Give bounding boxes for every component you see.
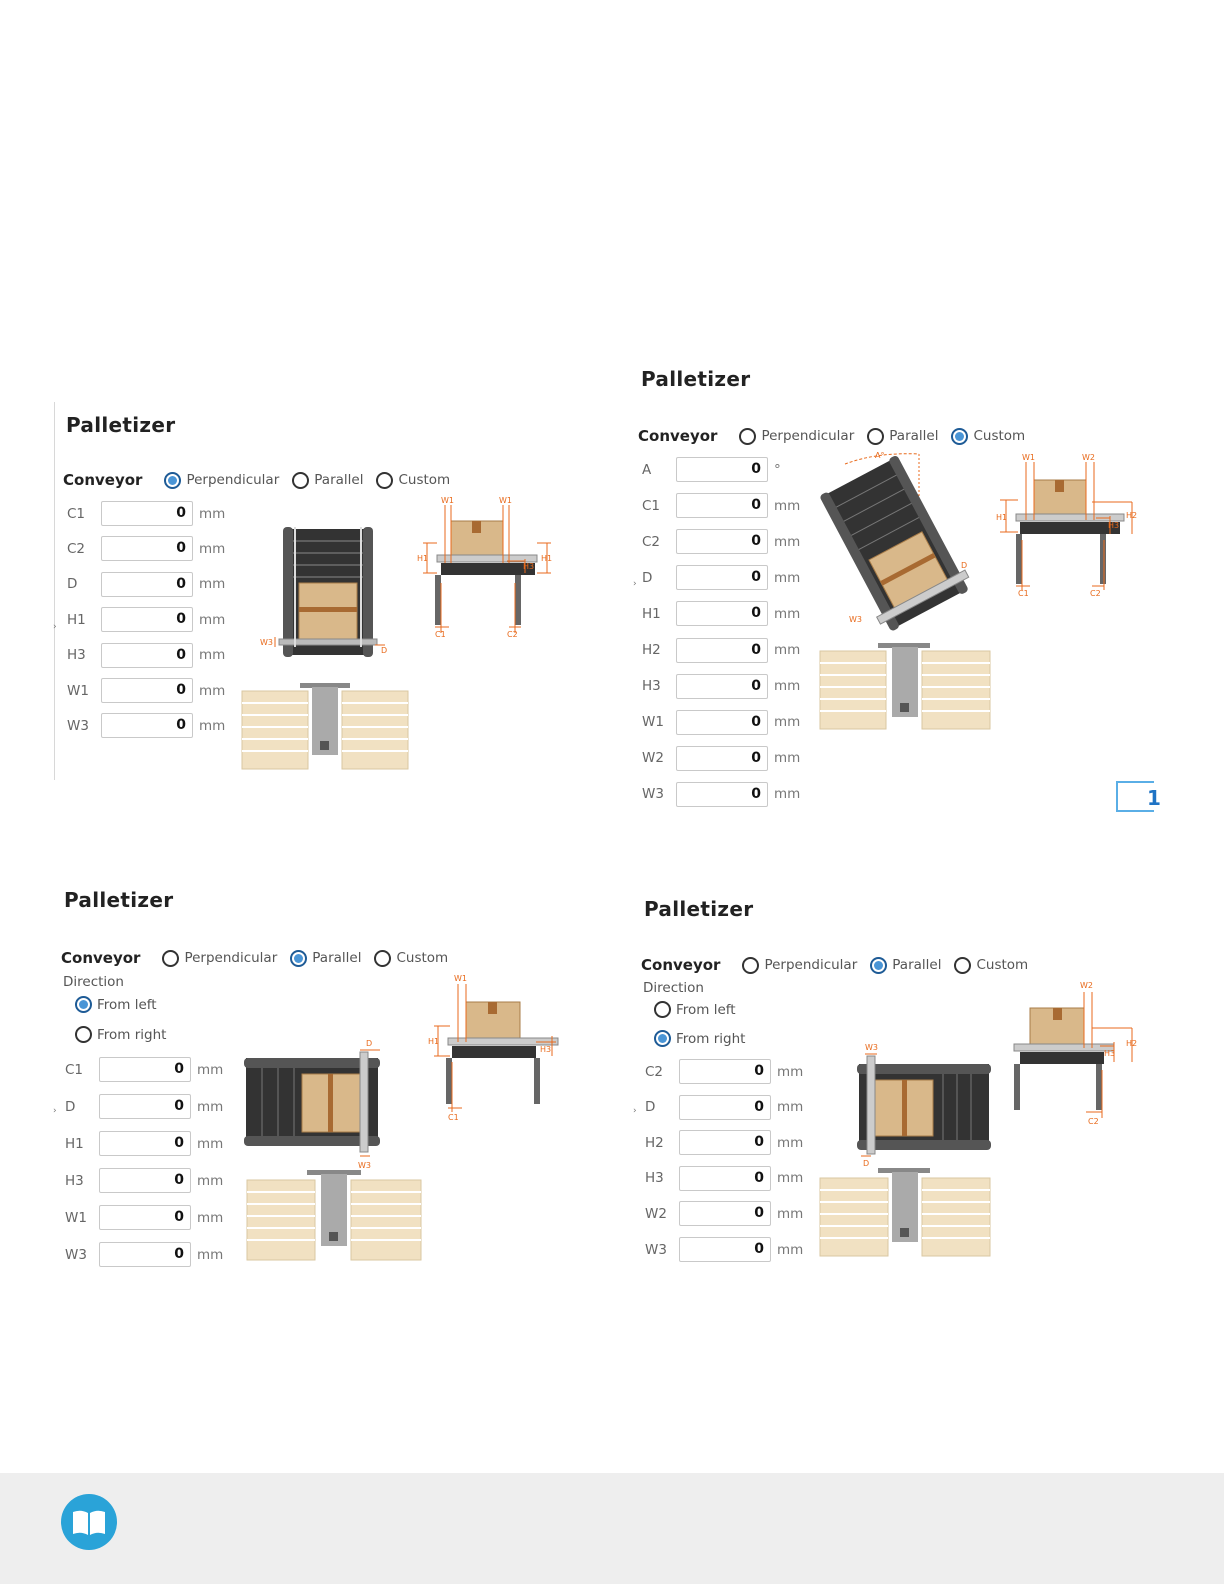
panel-divider <box>54 402 55 780</box>
field-h3 <box>645 1166 803 1191</box>
field-input[interactable]: 0 <box>676 674 768 699</box>
field-label: H2 <box>642 642 661 658</box>
conveyor-row <box>641 956 1041 974</box>
field-input[interactable]: 0 <box>676 529 768 554</box>
dim-label: H1 <box>417 554 429 563</box>
conveyor-label: Conveyor <box>61 949 141 967</box>
dim-label: W2 <box>1080 981 1093 990</box>
direction-from-left[interactable] <box>75 996 170 1013</box>
radio-circle[interactable] <box>739 428 756 445</box>
radio-circle[interactable] <box>374 950 391 967</box>
dim-label: W3 <box>260 638 273 647</box>
unit-label: mm <box>777 1241 804 1258</box>
radio-parallel[interactable]: Parallel <box>870 957 941 974</box>
unit-label: mm <box>777 1099 804 1116</box>
field-input[interactable]: 0 <box>99 1094 191 1119</box>
radio-circle[interactable] <box>162 950 179 967</box>
field-c2 <box>67 536 225 561</box>
collapse-arrow[interactable]: › <box>53 1106 57 1116</box>
field-label: W3 <box>65 1246 87 1263</box>
field-input[interactable]: 0 <box>676 638 768 663</box>
field-c1 <box>642 493 800 518</box>
dim-label: H3 <box>540 1045 552 1054</box>
field-label: W1 <box>642 714 664 731</box>
field-w3 <box>65 1242 223 1267</box>
dim-label: H1 <box>428 1037 440 1046</box>
field-label: H3 <box>65 1172 84 1189</box>
field-h1 <box>65 1131 223 1156</box>
field-input[interactable]: 0 <box>676 493 768 518</box>
field-w2 <box>642 746 800 771</box>
field-label: C1 <box>67 505 86 522</box>
radio-from-left[interactable]: From left <box>654 1001 736 1018</box>
unit-label: mm <box>777 1063 804 1080</box>
unit-label: mm <box>774 786 801 803</box>
field-input[interactable]: 0 <box>99 1131 191 1156</box>
field-input[interactable]: 0 <box>676 601 768 626</box>
field-input[interactable]: 0 <box>676 710 768 735</box>
unit-label: mm <box>774 533 801 550</box>
unit-label: mm <box>774 750 801 767</box>
unit-label: mm <box>197 1172 224 1189</box>
page-title: Palletizer <box>641 367 751 391</box>
radio-circle[interactable] <box>292 472 309 489</box>
field-label: W3 <box>642 786 664 803</box>
field-h1 <box>642 601 800 626</box>
dim-label: W3 <box>849 615 862 624</box>
unit-label: mm <box>774 569 801 586</box>
collapse-arrow[interactable]: › <box>633 579 637 589</box>
radio-custom[interactable]: Custom <box>954 957 1028 974</box>
field-h3 <box>67 643 225 668</box>
field-input[interactable]: 0 <box>676 746 768 771</box>
field-label: W1 <box>67 682 89 699</box>
field-input[interactable]: 0 <box>99 1242 191 1267</box>
field-label: H2 <box>645 1134 664 1151</box>
conveyor-side-view-diagram <box>996 450 1146 600</box>
conveyor-label: Conveyor <box>638 427 718 445</box>
field-input[interactable]: 0 <box>101 572 193 597</box>
collapse-arrow[interactable]: › <box>633 1106 637 1116</box>
field-label: C2 <box>67 540 86 557</box>
field-input[interactable]: 0 <box>99 1205 191 1230</box>
field-label: H1 <box>642 605 661 622</box>
unit-label: mm <box>774 605 801 622</box>
unit-label: mm <box>199 505 226 522</box>
field-label: W2 <box>645 1205 667 1222</box>
radio-from-right[interactable]: From right <box>75 1026 166 1043</box>
field-h1 <box>67 607 225 632</box>
dim-label: D <box>366 1039 373 1048</box>
radio-from-right[interactable]: From right <box>654 1030 745 1047</box>
dim-label: D <box>961 561 968 570</box>
dim-label: C2 <box>507 630 518 639</box>
radio-circle[interactable] <box>376 472 393 489</box>
conveyor-row <box>61 949 461 967</box>
field-label: H3 <box>642 678 661 695</box>
dim-label: H2 <box>1126 1039 1138 1048</box>
dim-label: C1 <box>435 630 446 639</box>
field-input[interactable]: 0 <box>676 782 768 807</box>
field-h3 <box>65 1168 223 1193</box>
unit-label: mm <box>774 714 801 731</box>
pallet-layout-diagram <box>245 1170 423 1264</box>
field-c1 <box>65 1057 223 1082</box>
conveyor-label: Conveyor <box>63 471 143 489</box>
page-title: Palletizer <box>66 413 176 437</box>
direction-label: Direction <box>63 974 124 990</box>
conveyor-parallel-top-view-diagram <box>855 1040 995 1170</box>
unit-label: mm <box>774 678 801 695</box>
field-h3 <box>642 674 800 699</box>
radio-custom[interactable]: Custom <box>951 428 1025 445</box>
field-c1 <box>67 501 225 526</box>
field-h2 <box>642 638 800 663</box>
radio-parallel[interactable]: Parallel <box>290 950 361 967</box>
field-label: W1 <box>65 1209 87 1226</box>
unit-label: mm <box>197 1246 224 1263</box>
field-input[interactable]: 0 <box>679 1237 771 1262</box>
field-c2 <box>645 1059 803 1084</box>
radio-perpendicular[interactable]: Perpendicular <box>742 957 857 974</box>
dim-label: C1 <box>1018 589 1029 598</box>
field-input[interactable]: 0 <box>679 1130 771 1155</box>
dim-label: W1 <box>454 974 467 983</box>
direction-from-right[interactable] <box>75 1026 179 1043</box>
field-label: D <box>645 1099 656 1116</box>
dim-label: W1 <box>499 496 512 505</box>
book-icon <box>60 1493 118 1551</box>
dim-label: W1 <box>1022 453 1035 462</box>
radio-custom[interactable]: Custom <box>374 950 448 967</box>
radio-circle[interactable] <box>164 472 181 489</box>
pallet-layout-diagram <box>818 1168 992 1260</box>
field-input[interactable]: 0 <box>676 457 768 482</box>
field-label: W2 <box>642 750 664 767</box>
radio-custom[interactable]: Custom <box>376 472 450 489</box>
radio-circle[interactable] <box>951 428 968 445</box>
unit-label: mm <box>777 1170 804 1187</box>
radio-circle[interactable] <box>870 957 887 974</box>
direction-from-left[interactable] <box>654 1001 749 1018</box>
radio-perpendicular[interactable]: Perpendicular <box>739 428 854 445</box>
field-w3 <box>67 713 225 738</box>
conveyor-row <box>63 471 463 489</box>
field-label: D <box>642 569 653 586</box>
field-label: C1 <box>65 1061 84 1078</box>
field-w3 <box>642 782 800 807</box>
field-input[interactable]: 0 <box>99 1057 191 1082</box>
conveyor-side-view-diagram <box>415 493 555 643</box>
radio-circle[interactable] <box>654 1030 671 1047</box>
unit-label: mm <box>199 540 226 557</box>
field-input[interactable]: 0 <box>679 1059 771 1084</box>
page-title: Palletizer <box>644 897 754 921</box>
field-label: D <box>65 1098 76 1115</box>
radio-perpendicular[interactable]: Perpendicular <box>162 950 277 967</box>
field-c2 <box>642 529 800 554</box>
field-d <box>65 1094 223 1119</box>
radio-circle[interactable] <box>867 428 884 445</box>
radio-perpendicular[interactable]: Perpendicular <box>164 472 279 489</box>
conveyor-top-view-diagram <box>255 525 395 665</box>
collapse-arrow[interactable]: › <box>53 622 57 632</box>
unit-label: mm <box>197 1061 224 1078</box>
page-footer <box>0 1473 1224 1584</box>
field-w1 <box>65 1205 223 1230</box>
radio-parallel[interactable]: Parallel <box>292 472 363 489</box>
radio-circle[interactable] <box>75 996 92 1013</box>
conveyor-label: Conveyor <box>641 956 721 974</box>
partial-widget[interactable]: 1 <box>1116 781 1154 812</box>
unit-label: mm <box>774 497 801 514</box>
field-label: C1 <box>642 497 661 514</box>
dim-label: D <box>863 1159 870 1168</box>
dim-label: H1 <box>996 513 1008 522</box>
field-input[interactable]: 0 <box>99 1168 191 1193</box>
field-label: C2 <box>642 533 661 550</box>
unit-label: mm <box>777 1205 804 1222</box>
field-w1 <box>67 678 225 703</box>
field-label: H1 <box>67 611 86 628</box>
field-label: C2 <box>645 1063 664 1080</box>
unit-label: mm <box>199 717 226 734</box>
conveyor-side-view-diagram <box>1010 978 1150 1128</box>
dim-label: W2 <box>1082 453 1095 462</box>
unit-label: mm <box>199 611 226 628</box>
field-input[interactable]: 0 <box>101 678 193 703</box>
field-w2 <box>645 1201 803 1226</box>
field-input[interactable]: 0 <box>101 607 193 632</box>
unit-label: ° <box>774 461 781 478</box>
radio-circle[interactable] <box>75 1026 92 1043</box>
page-title: Palletizer <box>64 888 174 912</box>
dim-label: C1 <box>448 1113 459 1122</box>
radio-circle[interactable] <box>654 1001 671 1018</box>
pallet-layout-diagram <box>240 683 412 773</box>
direction-from-right[interactable] <box>654 1030 758 1047</box>
dim-label: W1 <box>441 496 454 505</box>
dim-label: A° <box>875 451 885 460</box>
radio-circle[interactable] <box>290 950 307 967</box>
conveyor-side-view-diagram <box>426 970 566 1120</box>
field-label: H3 <box>67 647 86 664</box>
field-input[interactable]: 0 <box>676 565 768 590</box>
field-input[interactable]: 0 <box>101 713 193 738</box>
conveyor-custom-top-view-diagram <box>815 450 975 630</box>
radio-circle[interactable] <box>954 957 971 974</box>
dim-label: W3 <box>358 1161 371 1170</box>
radio-circle[interactable] <box>742 957 759 974</box>
pallet-layout-diagram <box>818 643 992 733</box>
dim-label: H3 <box>1108 521 1120 530</box>
field-d <box>642 565 800 590</box>
field-label: A <box>642 461 652 478</box>
field-w1 <box>642 710 800 735</box>
unit-label: mm <box>197 1209 224 1226</box>
unit-label: mm <box>199 576 226 593</box>
unit-label: mm <box>777 1134 804 1151</box>
dim-label: H1 <box>541 554 553 563</box>
field-label: H1 <box>65 1135 84 1152</box>
field-input[interactable]: 0 <box>101 501 193 526</box>
dim-label: H3 <box>523 562 535 571</box>
field-input[interactable]: 0 <box>679 1095 771 1120</box>
radio-parallel[interactable]: Parallel <box>867 428 938 445</box>
unit-label: mm <box>197 1098 224 1115</box>
field-label: W3 <box>645 1241 667 1258</box>
dim-label: H3 <box>1104 1049 1116 1058</box>
unit-label: mm <box>199 682 226 699</box>
field-label: D <box>67 576 78 593</box>
unit-label: mm <box>197 1135 224 1152</box>
unit-label: mm <box>199 647 226 664</box>
field-h2 <box>645 1130 803 1155</box>
unit-label: mm <box>774 642 801 658</box>
conveyor-row <box>638 427 1038 445</box>
field-w3 <box>645 1237 803 1262</box>
dim-label: D <box>381 646 388 655</box>
dim-label: C2 <box>1088 1117 1099 1126</box>
field-d <box>645 1095 803 1120</box>
field-d <box>67 572 225 597</box>
dim-label: C2 <box>1090 589 1101 598</box>
field-input[interactable]: 0 <box>101 536 193 561</box>
field-input[interactable]: 0 <box>101 643 193 668</box>
radio-from-left[interactable]: From left <box>75 996 157 1013</box>
conveyor-parallel-top-view-diagram <box>242 1038 392 1173</box>
field-a <box>642 457 781 482</box>
field-label: H3 <box>645 1170 664 1187</box>
direction-label: Direction <box>643 980 704 996</box>
dim-label: W3 <box>865 1043 878 1052</box>
field-input[interactable]: 0 <box>679 1201 771 1226</box>
dim-label: H2 <box>1126 511 1138 520</box>
field-label: W3 <box>67 717 89 734</box>
field-input[interactable]: 0 <box>679 1166 771 1191</box>
